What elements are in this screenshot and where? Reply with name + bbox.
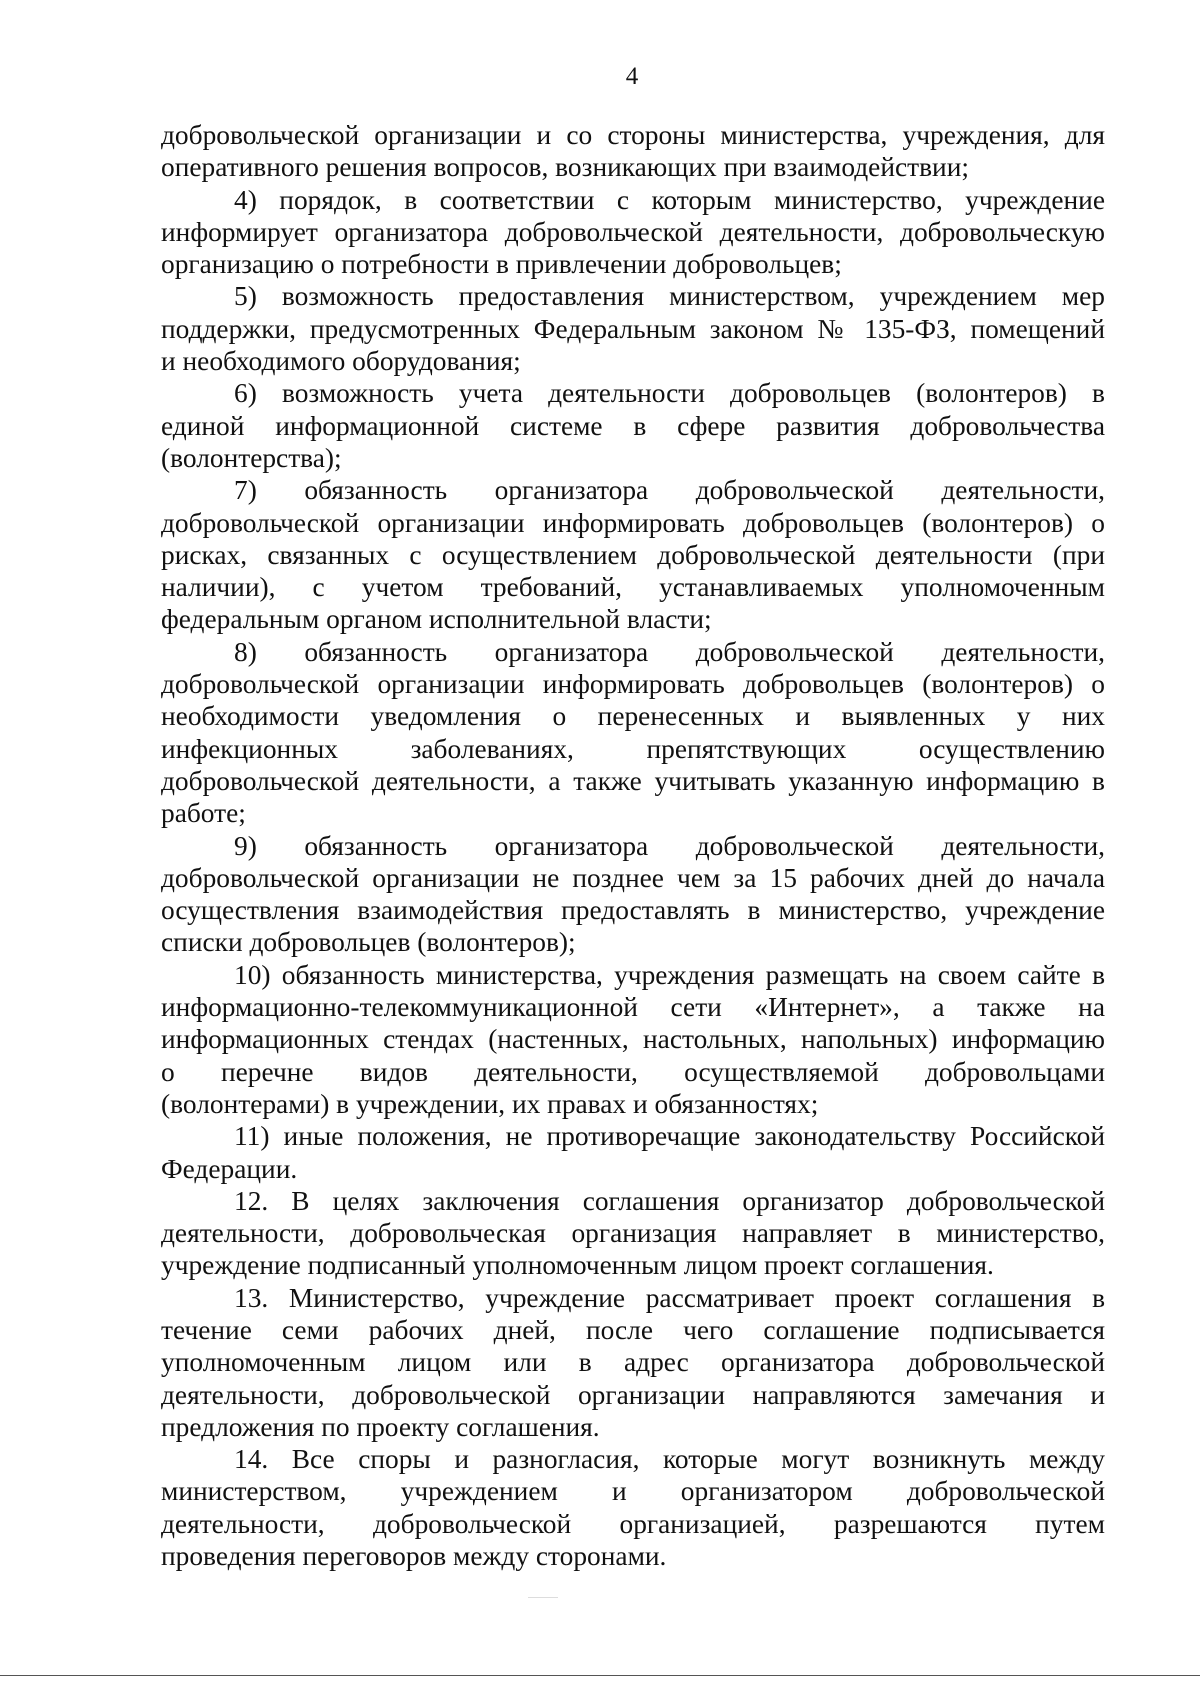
text-line: организацию о потребности в привлечении добровольцев; (161, 249, 842, 280)
text-line: инфекционных заболеваниях, препятствующих осуществлению (161, 733, 1105, 764)
text-line: деятельности, добровольческая организация направляет в министерство, (161, 1218, 1105, 1249)
text-line: 10) обязанность министерства, учреждения размещать на своем сайте в (234, 959, 1105, 990)
text-line: добровольческой организации информировать добровольцев (волонтеров) о (161, 669, 1105, 700)
text-line: 6) возможность учета деятельности добровольцев (волонтеров) в (234, 378, 1105, 409)
text-line: информационных стендах (настенных, настольных, напольных) информацию (161, 1024, 1105, 1055)
footer-mark (528, 1597, 558, 1598)
page-number: 4 (625, 63, 639, 90)
text-line: 8) обязанность организатора добровольческой деятельности, (234, 636, 1105, 667)
text-line: необходимости уведомления о перенесенных и выявленных у них (161, 701, 1105, 732)
text-line: 7) обязанность организатора добровольческой деятельности, (234, 475, 1105, 506)
text-line: поддержки, предусмотренных Федеральным законом № 135-ФЗ, помещений (161, 313, 1105, 344)
text-line: учреждение подписанный уполномоченным лицом проект соглашения. (161, 1250, 994, 1281)
text-line: добровольческой организации не позднее чем за 15 рабочих дней до начала (161, 862, 1105, 893)
text-line: информирует организатора добровольческой деятельности, добровольческую (161, 216, 1105, 247)
text-line: оперативного решения вопросов, возникающих при взаимодействии; (161, 152, 969, 183)
text-line: наличии), с учетом требований, устанавливаемых уполномоченным (161, 572, 1105, 603)
text-line: федеральным органом исполнительной власти; (161, 604, 712, 635)
text-line: деятельности, добровольческой организацией, разрешаются путем (161, 1508, 1105, 1539)
text-line: проведения переговоров между сторонами. (161, 1541, 667, 1572)
text-line: (волонтерства); (161, 442, 342, 473)
text-line: 5) возможность предоставления министерством, учреждением мер (234, 281, 1105, 312)
text-line: осуществления взаимодействия предоставлять в министерство, учреждение (161, 895, 1105, 926)
text-line: о перечне видов деятельности, осуществляемой добровольцами (161, 1056, 1105, 1087)
text-line: добровольческой организации информировать добровольцев (волонтеров) о (161, 507, 1105, 538)
document-body (161, 119, 1105, 1572)
text-line: (волонтерами) в учреждении, их правах и обязанностях; (161, 1088, 819, 1119)
text-line: списки добровольцев (волонтеров); (161, 927, 576, 958)
text-line: уполномоченным лицом или в адрес организатора добровольческой (161, 1347, 1105, 1378)
text-line: 4) порядок, в соответствии с которым министерство, учреждение (234, 184, 1105, 215)
text-line: добровольческой организации и со стороны министерства, учреждения, для (161, 120, 1105, 150)
text-line: течение семи рабочих дней, после чего соглашение подписывается (161, 1314, 1105, 1345)
text-line: министерством, учреждением и организатором добровольческой (161, 1476, 1105, 1507)
text-line: 14. Все споры и разногласия, которые могут возникнуть между (234, 1444, 1105, 1475)
text-line: 12. В целях заключения соглашения организатор добровольческой (234, 1185, 1105, 1216)
text-line: работе; (161, 798, 246, 829)
text-line: единой информационной системе в сфере развития добровольчества (161, 410, 1105, 441)
text-line: и необходимого оборудования; (161, 346, 521, 377)
text-line: 13. Министерство, учреждение рассматривает проект соглашения в (234, 1282, 1105, 1313)
text-line: 9) обязанность организатора добровольческой деятельности, (234, 830, 1105, 861)
text-line: рисках, связанных с осуществлением добровольческой деятельности (при (161, 539, 1105, 570)
footer-rule (0, 1675, 1200, 1676)
text-line: информационно-телекоммуникационной сети «Интернет», а также на (161, 992, 1105, 1023)
text-line: деятельности, добровольческой организации направляются замечания и (161, 1379, 1105, 1410)
text-line: добровольческой деятельности, а также учитывать указанную информацию в (161, 765, 1105, 796)
text-line: 11) иные положения, не противоречащие законодательству Российской (234, 1121, 1105, 1152)
text-line: Федерации. (161, 1153, 298, 1184)
text-line: предложения по проекту соглашения. (161, 1411, 600, 1442)
